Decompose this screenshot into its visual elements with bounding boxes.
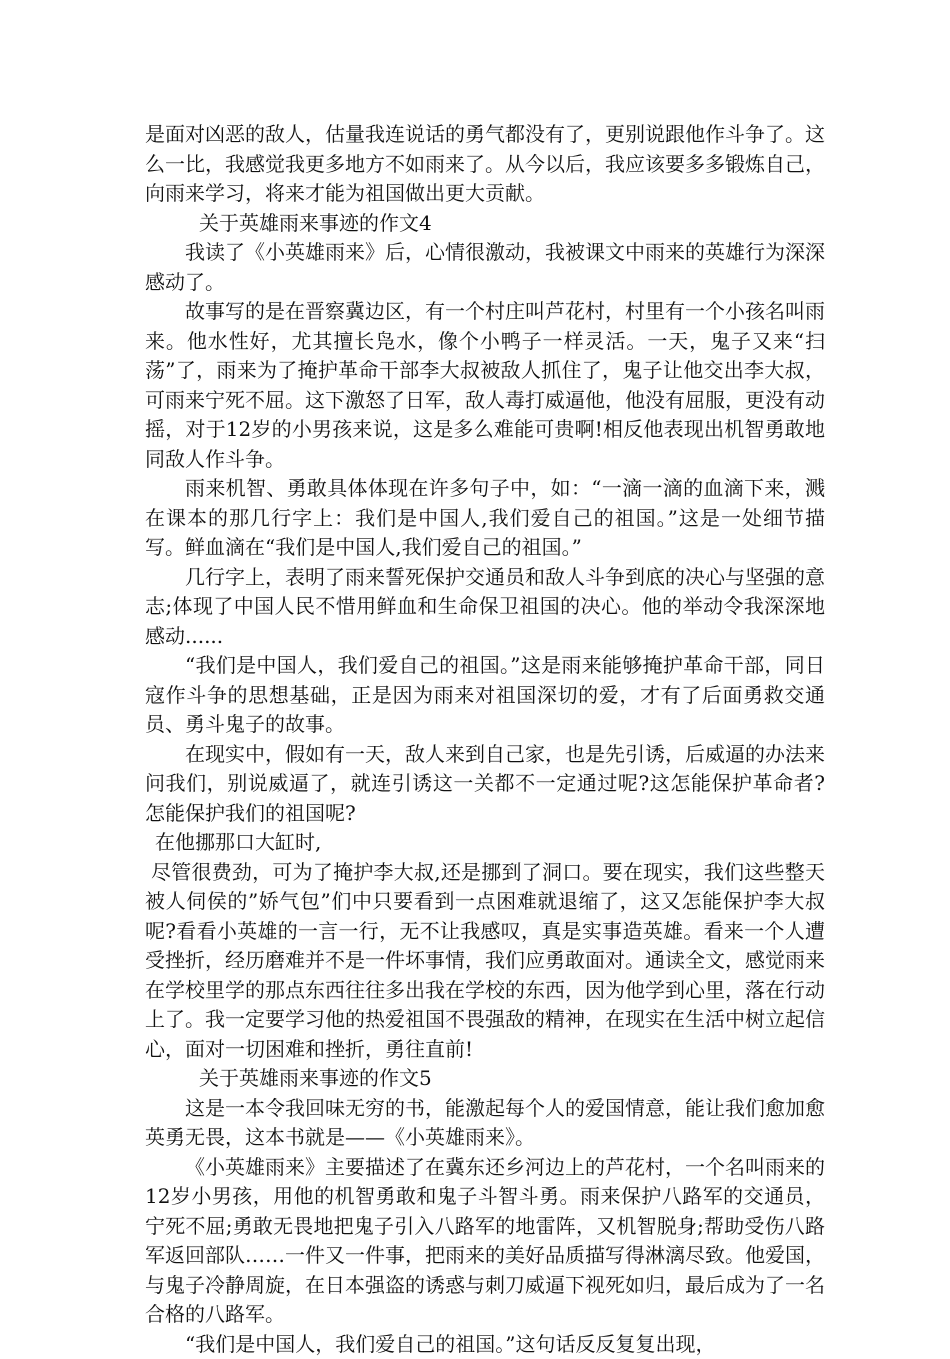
document-page [145, 120, 825, 1359]
paragraph: 几行字上，表明了雨来誓死保护交通员和敌人斗争到底的决心与坚强的意志;体现了中国人民不惜用鲜血和生命保卫祖国的决心。他的举动令我深深地感动...... [145, 563, 825, 652]
paragraph: 这是一本令我回味无穷的书，能激起每个人的爱国情意，能让我们愈加愈英勇无畏，这本书就是——《小英雄雨来》。 [145, 1094, 825, 1153]
paragraph: 《小英雄雨来》主要描述了在冀东还乡河边上的芦花村，一个名叫雨来的12岁小男孩，用他的机智勇敢和鬼子斗智斗勇。雨来保护八路军的交通员，宁死不屈;勇敢无畏地把鬼子引入八路军的地雷阵，又机智脱身;帮助受伤八路军返回部队……一件又一件事，把雨来的美好品质描写得淋漓尽致。他爱国，与鬼子冷静周旋，在日本强盗的诱惑与刺刀威逼下视死如归，最后成为了一名合格的八路军。 [145, 1153, 825, 1330]
essay-heading-4: 关于英雄雨来事迹的作文4 [145, 209, 825, 239]
paragraph: 故事写的是在晋察冀边区，有一个村庄叫芦花村，村里有一个小孩名叫雨来。他水性好，尤其擅长凫水，像个小鸭子一样灵活。一天，鬼子又来“扫荡”了，雨来为了掩护革命干部李大叔被敌人抓住了，鬼子让他交出李大叔，可雨来宁死不屈。这下激怒了日军，敌人毒打威逼他，他没有屈服，更没有动摇，对于12岁的小男孩来说，这是多么难能可贵啊!相反他表现出机智勇敢地同敌人作斗争。 [145, 297, 825, 474]
paragraph: “我们是中国人，我们爱自己的祖国。”这句话反反复复出现， [145, 1330, 825, 1359]
paragraph: 在他挪那口大缸时, [145, 828, 825, 858]
paragraph-continuation: 是面对凶恶的敌人，估量我连说话的勇气都没有了，更别说跟他作斗争了。这么一比，我感觉我更多地方不如雨来了。从今以后，我应该要多多锻炼自己，向雨来学习，将来才能为祖国做出更大贡献。 [145, 120, 825, 209]
paragraph: “我们是中国人，我们爱自己的祖国。”这是雨来能够掩护革命干部，同日寇作斗争的思想基础，正是因为雨来对祖国深切的爱，才有了后面勇救交通员、勇斗鬼子的故事。 [145, 651, 825, 740]
essay-heading-5: 关于英雄雨来事迹的作文5 [145, 1064, 825, 1094]
paragraph: 我读了《小英雄雨来》后，心情很激动，我被课文中雨来的英雄行为深深感动了。 [145, 238, 825, 297]
paragraph: 尽管很费劲，可为了掩护李大叔,还是挪到了洞口。要在现实，我们这些整天被人伺侯的”娇气包”们中只要看到一点困难就退缩了，这又怎能保护李大叔呢?看看小英雄的一言一行，无不让我感叹，真是实事造英雄。看来一个人遭受挫折，经历磨难并不是一件坏事情，我们应勇敢面对。通读全文，感觉雨来在学校里学的那点东西往往多出我在学校的东西，因为他学到心里，落在行动上了。我一定要学习他的热爱祖国不畏强敌的精神，在现实在生活中树立起信心，面对一切困难和挫折，勇往直前! [145, 858, 825, 1065]
paragraph: 雨来机智、勇敢具体体现在许多句子中，如：“一滴一滴的血滴下来，溅在课本的那几行字上：我们是中国人,我们爱自己的祖国。”这是一处细节描写。鲜血滴在“我们是中国人,我们爱自己的祖国。” [145, 474, 825, 563]
paragraph: 在现实中，假如有一天，敌人来到自己家，也是先引诱，后威逼的办法来问我们，别说威逼了，就连引诱这一关都不一定通过呢?这怎能保护革命者?怎能保护我们的祖国呢? [145, 740, 825, 829]
